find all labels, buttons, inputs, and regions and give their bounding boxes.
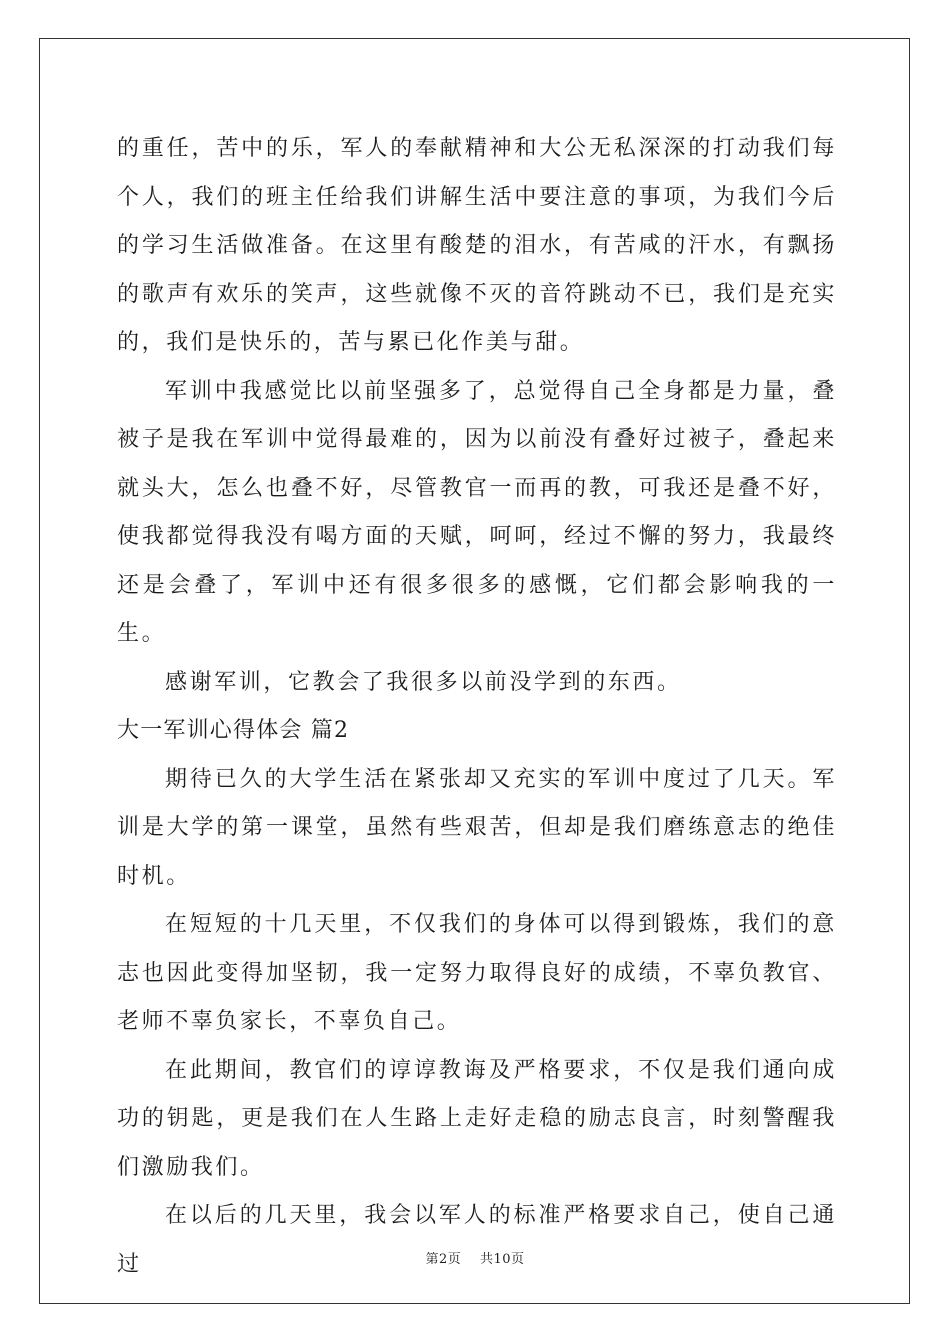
document-body bbox=[117, 125, 837, 1289]
total-pages: 共10页 bbox=[479, 1252, 525, 1267]
paragraph-3: 感谢军训，它教会了我很多以前没学到的东西。 bbox=[165, 669, 682, 695]
paragraph-2: 军训中我感觉比以前坚强多了，总觉得自己全身都是力量，叠被子是我在军训中觉得最难的，因为以前没有叠好过被子，叠起来就头大，怎么也叠不好，尽管教官一而再的教，可我还是叠不好，使我都觉得我没有喝方面的天赋，呵呵，经过不懈的努力，我最终还是会叠了，军训中还有很多很多的感慨，它们都会影响我的一生。 bbox=[117, 378, 837, 646]
page-footer bbox=[0, 1248, 950, 1267]
paragraph-7: 在以后的几天里，我会以军人的标准严格要求自己，使自己通过 bbox=[117, 1203, 837, 1277]
paragraph-4: 期待已久的大学生活在紧张却又充实的军训中度过了几天。军训是大学的第一课堂，虽然有些艰苦，但却是我们磨练意志的绝佳时机。 bbox=[117, 766, 837, 889]
paragraph-5: 在短短的十几天里，不仅我们的身体可以得到锻炼，我们的意志也因此变得加坚韧，我一定努力取得良好的成绩，不辜负教官、老师不辜负家长，不辜负自己。 bbox=[117, 912, 837, 1034]
paragraph-1: 的重任，苦中的乐，军人的奉献精神和大公无私深深的打动我们每个人，我们的班主任给我们讲解生活中要注意的事项，为我们今后的学习生活做准备。在这里有酸楚的泪水，有苦咸的汗水，有飘扬的歌声有欢乐的笑声，这些就像不灭的音符跳动不已，我们是充实的，我们是快乐的，苦与累已化作美与甜。 bbox=[117, 136, 837, 355]
page-number: 第2页 bbox=[425, 1252, 462, 1267]
paragraph-6: 在此期间，教官们的谆谆教诲及严格要求，不仅是我们通向成功的钥匙，更是我们在人生路上走好走稳的励志良言，时刻警醒我们激励我们。 bbox=[117, 1057, 837, 1180]
section-heading: 大一军训心得体会 篇2 bbox=[117, 718, 350, 743]
